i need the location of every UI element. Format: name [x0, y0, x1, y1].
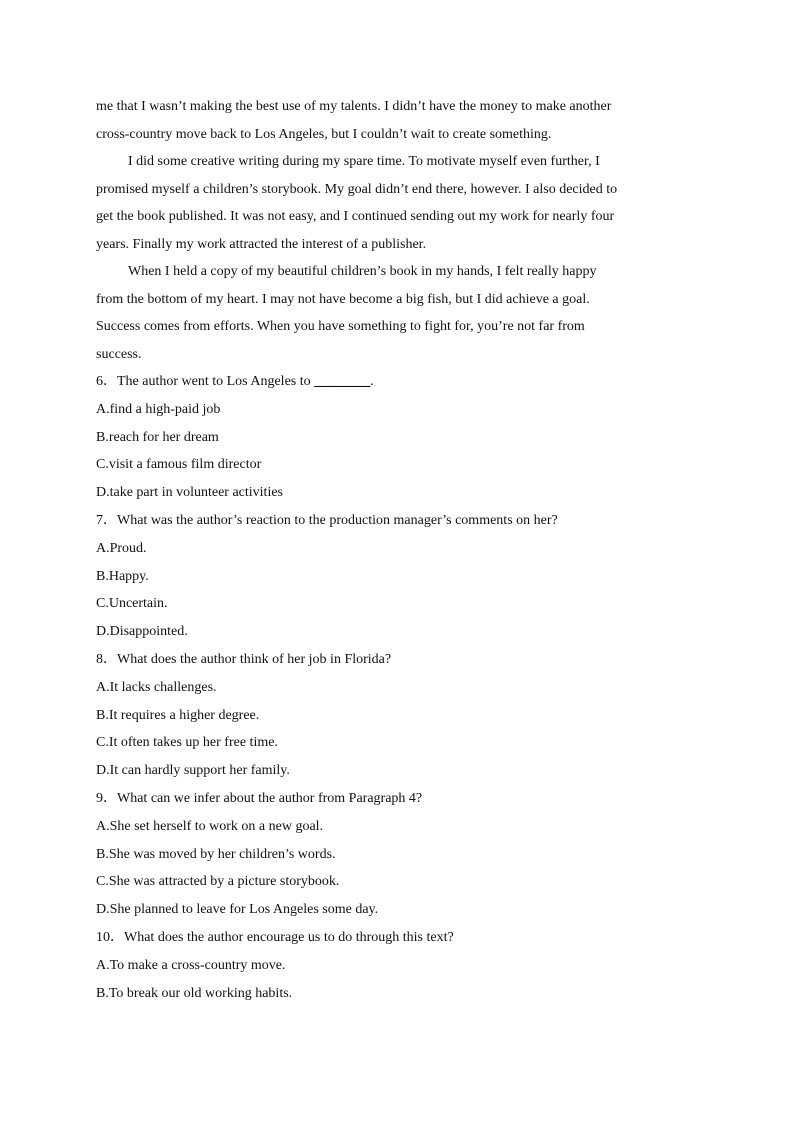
- option-c: C.visit a famous film director: [96, 457, 262, 473]
- option-d: D.Disappointed.: [96, 624, 188, 640]
- passage-line: Success comes from efforts. When you have something to fight for, you’re not far from: [96, 319, 585, 334]
- option-d: D.She planned to leave for Los Angeles some day.: [96, 902, 379, 918]
- question-stem: 6．The author went to Los Angeles to ________.: [96, 374, 374, 389]
- option-b: B.reach for her dream: [96, 429, 219, 445]
- question-stem: 10．What does the author encourage us to do through this text?: [96, 929, 454, 945]
- passage-paragraph-3: [96, 258, 696, 368]
- passage-line: get the book published. It was not easy, and I continued sending out my work for nearly four: [96, 209, 615, 224]
- option-d: D.take part in volunteer activities: [96, 485, 283, 501]
- document-content: [96, 93, 696, 1007]
- option-b: B.To break our old working habits.: [96, 985, 293, 1001]
- option-b: B.It requires a higher degree.: [96, 707, 260, 723]
- question-stem: 8．What does the author think of her job in Florida?: [96, 651, 392, 667]
- option-c: C.Uncertain.: [96, 596, 168, 612]
- option-c: C.It often takes up her free time.: [96, 735, 278, 751]
- option-d: D.It can hardly support her family.: [96, 763, 290, 779]
- passage-paragraph-1: [96, 93, 696, 148]
- passage-line: from the bottom of my heart. I may not have become a big fish, but I did achieve a goal.: [96, 291, 590, 307]
- option-a: A.find a high-paid job: [96, 401, 221, 417]
- question-9: [96, 785, 696, 924]
- question-stem: 9．What can we infer about the author from Paragraph 4?: [96, 790, 423, 806]
- question-6: [96, 368, 696, 507]
- answer-blank: ________: [314, 374, 371, 389]
- passage-line: When I held a copy of my beautiful children’s book in my hands, I felt really happy: [128, 264, 597, 279]
- question-10: [96, 924, 696, 1007]
- passage-line: success.: [96, 346, 142, 362]
- option-c: C.She was attracted by a picture storybook.: [96, 874, 340, 890]
- question-8: [96, 646, 696, 785]
- question-stem: 7．What was the author’s reaction to the production manager’s comments on her?: [96, 512, 558, 528]
- option-b: B.Happy.: [96, 568, 149, 584]
- passage-line: promised myself a children’s storybook. My goal didn’t end there, however. I also decided to: [96, 181, 618, 197]
- option-b: B.She was moved by her children’s words.: [96, 846, 336, 862]
- passage-line: years. Finally my work attracted the interest of a publisher.: [96, 236, 427, 252]
- option-a: A.It lacks challenges.: [96, 679, 217, 695]
- passage-paragraph-2: [96, 148, 696, 258]
- passage-line: cross-country move back to Los Angeles, but I couldn’t wait to create something.: [96, 126, 552, 142]
- option-a: A.Proud.: [96, 540, 147, 556]
- passage-line: me that I wasn’t making the best use of my talents. I didn’t have the money to make another: [96, 99, 612, 114]
- option-a: A.She set herself to work on a new goal.: [96, 818, 324, 834]
- option-a: A.To make a cross-country move.: [96, 957, 286, 973]
- question-7: [96, 507, 696, 646]
- passage-line: I did some creative writing during my spare time. To motivate myself even further, I: [128, 154, 600, 169]
